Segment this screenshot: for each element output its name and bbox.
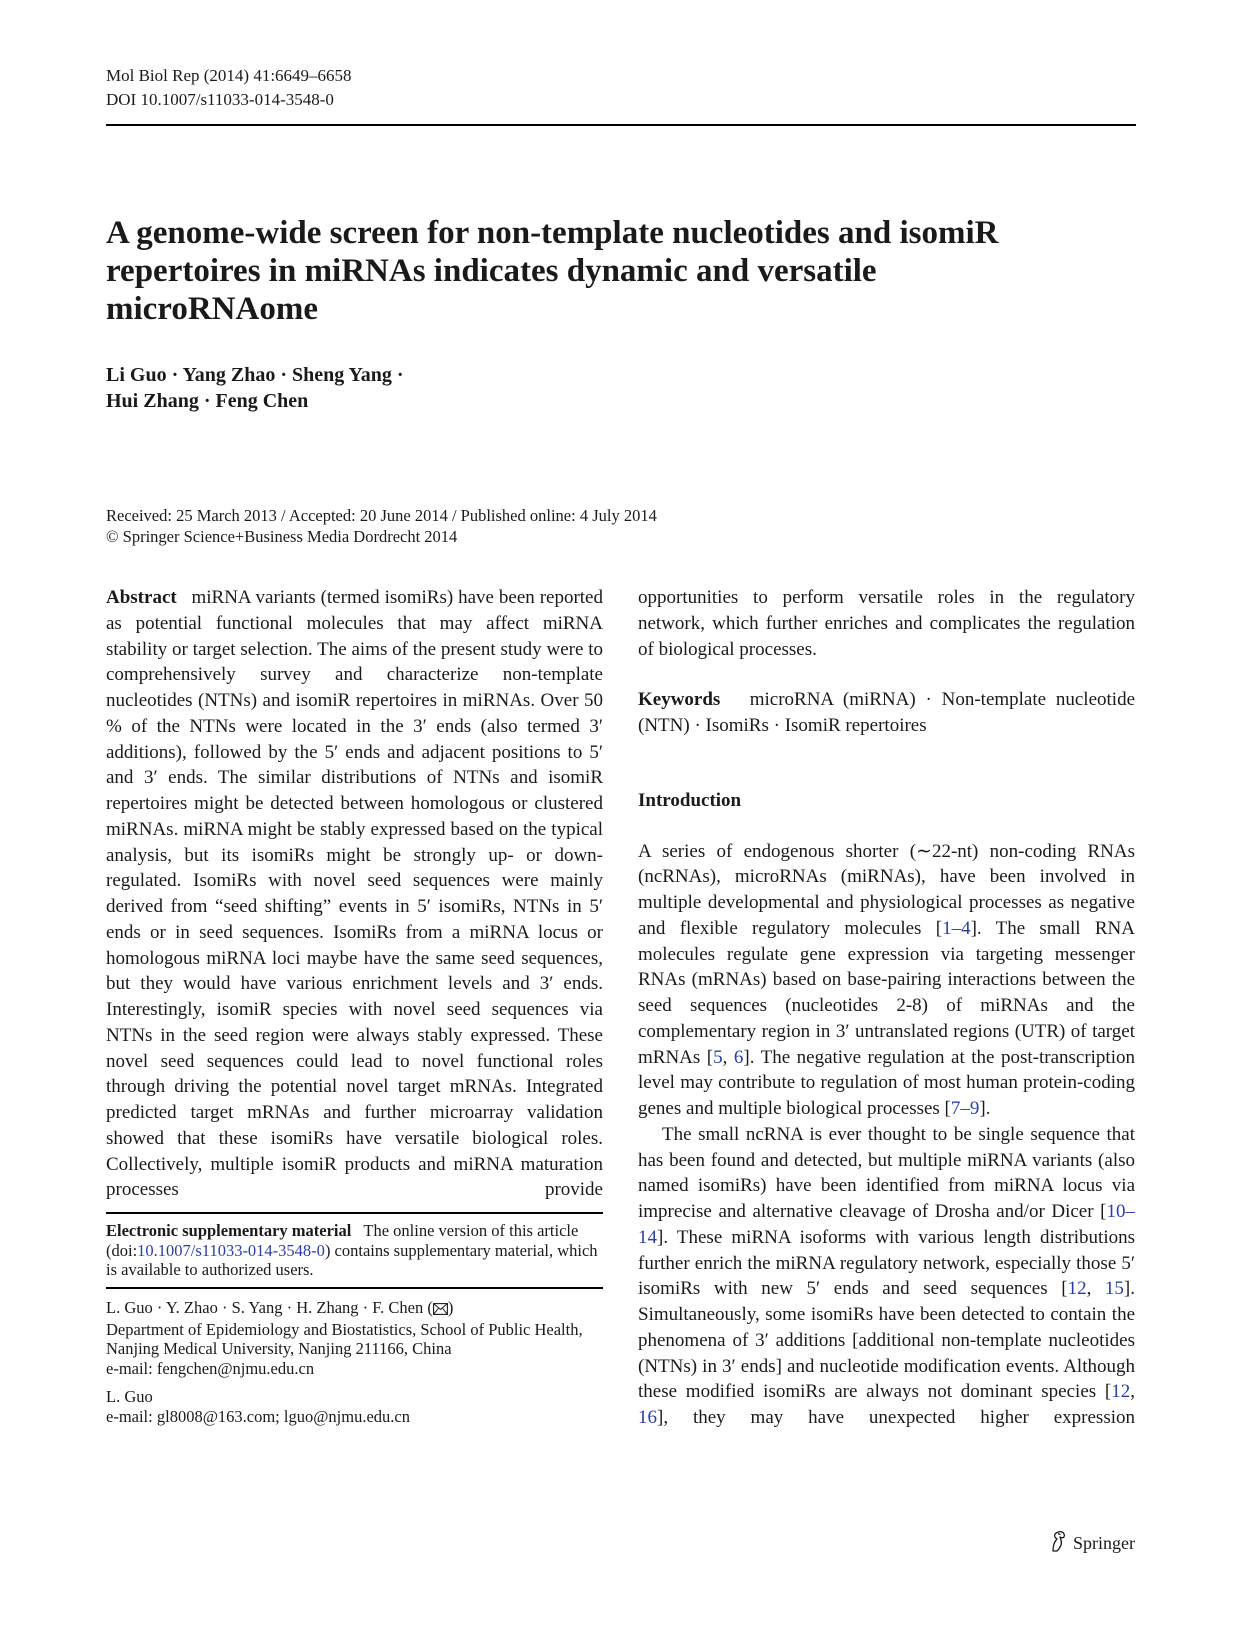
intro-paragraph-1: A series of endogenous shorter (∼22-nt) non-coding RNAs (ncRNAs), microRNAs (miRNAs), have been involved in multiple developmental and physiological processes as negative and flexible regulatory molecules [1–4]. The small RNA molecules regulate gene expression via targeting messenger RNAs (mRNAs) based on base-pairing interactions between the seed sequences (nucleotides 2-8) of miRNAs and the complementary region in 3′ untranslated regions (UTR) of target mRNAs [5, 6]. The negative regulation at the post-transcription level may contribute to regulation of most human protein-coding genes and multiple biological processes [7–9].	[638, 840, 1135, 1119]
article-doi: DOI 10.1007/s11033-014-3548-0	[106, 90, 334, 109]
publisher-name: Springer	[1073, 1533, 1135, 1553]
right-column	[638, 585, 1135, 1431]
citation-link[interactable]: 7–9	[950, 1098, 980, 1119]
abstract-continuation: opportunities to perform versatile roles in the regulatory network, which further enriches and complicates the regulation of biological processes.	[638, 587, 1135, 660]
citation-link[interactable]: 12	[1111, 1381, 1131, 1403]
citation-link[interactable]: 12	[1067, 1278, 1087, 1300]
copyright-notice: © Springer Science+Business Media Dordrecht 2014	[106, 527, 458, 546]
citation-link[interactable]: 5	[713, 1046, 723, 1068]
citation-link[interactable]: 1–4	[942, 917, 971, 939]
running-header	[106, 64, 352, 112]
affiliation-department: Department of Epidemiology and Biostatistics, School of Public Health, Nanjing Medical University, Nanjing 211166, China	[106, 1319, 583, 1358]
abstract-text: miRNA variants (termed isomiRs) have been reported as potential functional molecules that may affect miRNA stability or target selection. The aims of the present study were to comprehensively survey and characterize non-template nucleotides (NTNs) and isomiR repertoires in miRNAs. Over 50 % of the NTNs were located in the 3′ ends (also termed 3′ additions), followed by the 5′ ends and adjacent positions to 5′ and 3′ ends. The similar distributions of NTNs and isomiR repertoires might be detected between homologous or clustered miRNAs. miRNA might be stably expressed based on the typical analysis, but its isomiRs might be strongly up- or down-regulated. IsomiRs with novel seed sequences were mainly derived from “seed shifting” events in 5′ isomiRs, NTNs in 5′ ends or in seed sequences. IsomiRs from a miRNA locus or homologous miRNA loci maybe have the same seed sequences, but they would have various enrichment levels and 3′ ends. Interestingly, isomiR species with novel seed sequences via NTNs in the seed region were always stably expressed. These novel seed sequences could lead to novel functional roles through driving the potential novel target mRNAs. Integrated predicted target mRNAs and further microarray validation showed that these isomiRs have versatile biological roles. Collectively, multiple isomiR products and miRNA maturation processes provide	[106, 587, 603, 1201]
publisher-logo	[1049, 1529, 1135, 1558]
intro-paragraph-2: The small ncRNA is ever thought to be single sequence that has been found and detected, but multiple miRNA variants (also named isomiRs) have been identified from miRNA locus via imprecise and alternative cleavage of Drosha and/or Dicer [10–14]. These miRNA isoforms with various length distributions further enrich the miRNA regulatory network, especially those 5′ isomiRs with new 5′ ends and seed sequences [12, 15]. Simultaneously, some isomiRs have been detected to contain the phenomena of 3′ additions [additional non-template nucleotides (NTNs) in 3′ ends] and nucleotide modification events. Although these modified isomiRs are always not dominant species [12, 16], they may have unexpected higher expression	[638, 1123, 1135, 1428]
keywords	[638, 687, 1135, 739]
keywords-label: Keywords	[638, 689, 721, 711]
keywords-text: microRNA (miRNA) · Non-template nucleotide (NTN) · IsomiRs · IsomiR repertoires	[638, 689, 1136, 736]
springer-horse-icon	[1049, 1529, 1069, 1558]
section-heading-introduction: Introduction	[638, 789, 742, 811]
abstract	[106, 585, 603, 1203]
citation-link[interactable]: 16	[638, 1407, 657, 1428]
envelope-icon	[433, 1300, 448, 1320]
author-line-1: Li Guo · Yang Zhao · Sheng Yang ·	[106, 364, 404, 386]
citation-link[interactable]: 10–14	[638, 1201, 1135, 1248]
contact-name: L. Guo	[106, 1387, 153, 1406]
header-rule	[106, 124, 1136, 126]
affiliation-block: L. Guo · Y. Zhao · S. Yang · H. Zhang · F. Chen ( ) Department of Epidemiology and Biostatistics, School of Public Health, Nanjing Medical University, Nanjing 211166, China e-mail: fengchen@njmu.edu.cn L. Guo e-mail: gl8008@163.com; lguo@njmu.edu.cn	[106, 1298, 603, 1426]
affiliation-rule	[106, 1287, 603, 1289]
left-column	[106, 585, 603, 1203]
contact-email: e-mail: gl8008@163.com; lguo@njmu.edu.cn	[106, 1406, 410, 1426]
supplementary-label: Electronic supplementary material	[106, 1221, 352, 1240]
affiliation-authors: L. Guo · Y. Zhao · S. Yang · H. Zhang · F. Chen (	[106, 1298, 433, 1317]
publication-history	[106, 505, 657, 547]
journal-citation: Mol Biol Rep (2014) 41:6649–6658	[106, 66, 352, 85]
supplementary-text: The online version of this article (doi:	[106, 1221, 579, 1260]
supplementary-doi-link[interactable]: 10.1007/s11033-014-3548-0	[137, 1240, 325, 1260]
history-dates: Received: 25 March 2013 / Accepted: 20 June 2014 / Published online: 4 July 2014	[106, 506, 657, 525]
abstract-label: Abstract	[106, 587, 177, 608]
supplementary-note	[106, 1221, 603, 1280]
affiliation-email: e-mail: fengchen@njmu.edu.cn	[106, 1358, 315, 1378]
citation-link[interactable]: 15	[1104, 1278, 1124, 1300]
author-list	[106, 362, 404, 414]
author-line-2: Hui Zhang · Feng Chen	[106, 390, 309, 412]
supplementary-text-end: ) contains supplementary material, which is available to authorized users.	[106, 1240, 598, 1279]
footnote-rule	[106, 1212, 603, 1214]
citation-link[interactable]: 6	[733, 1046, 744, 1068]
article-title: A genome-wide screen for non-template nucleotides and isomiR repertoires in miRNAs indicates dynamic and versatile microRNAome	[106, 215, 999, 327]
